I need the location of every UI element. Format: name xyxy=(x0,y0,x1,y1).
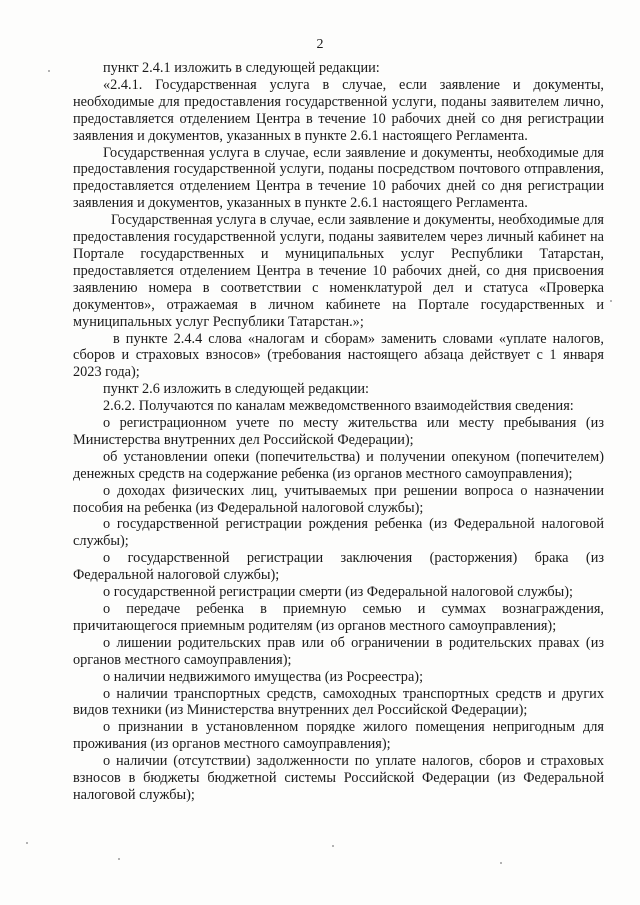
paragraph: 2.6.2. Получаются по каналам межведомственного взаимодействия сведения: xyxy=(103,398,574,415)
scan-speck xyxy=(500,862,502,864)
paragraph: об установлении опеки (попечительства) и получении опекуном (попечителем) денежных средств на содержание ребенка (из органов местного самоуправления); xyxy=(73,448,604,482)
paragraph: о признании в установленном порядке жилого помещения непригодным для проживания (из органов местного самоуправления); xyxy=(73,719,604,753)
paragraph: о лишении родительских прав или об ограничении в родительских правах (из органов местного самоуправления); xyxy=(73,634,604,668)
paragraph: о государственной регистрации смерти (из Федеральной налоговой службы); xyxy=(103,584,573,601)
paragraph: пункт 2.4.1 изложить в следующей редакции: xyxy=(103,60,380,76)
page-number: 2 xyxy=(316,37,324,52)
paragraph: о наличии недвижимого имущества (из Росреестра); xyxy=(103,668,424,685)
document-body xyxy=(73,60,604,804)
paragraph: Государственная услуга в случае, если заявление и документы, необходимые для предоставления государственной услуги, поданы заявителем через личный кабинет на Портале государственных и муниципальных услуг Республики Татарстан, предоставляется отделением Центра в течение 10 рабочих дней, со дня присвоения заявлению номера в соответствии с номенклатурой дел и статуса «Проверка документов», отражаемая в личном кабинете на Портале государственных и муниципальных услуг Республики Татарстан.»; xyxy=(73,212,604,330)
scan-speck xyxy=(26,842,28,844)
paragraph: о регистрационном учете по месту жительства или месту пребывания (из Министерства внутренних дел Российской Федерации); xyxy=(73,415,604,448)
paragraph: в пункте 2.4.4 слова «налогам и сборам» заменить словами «уплате налогов, сборов и страховых взносов» (требования настоящего абзаца действует с 1 января 2023 года); xyxy=(73,330,604,381)
paragraph: о наличии (отсутствии) задолженности по уплате налогов, сборов и страховых взносов в бюджеты бюджетной системы Российской Федерации (из Федеральной налоговой службы); xyxy=(73,753,604,803)
paragraph: о государственной регистрации рождения ребенка (из Федеральной налоговой службы); xyxy=(73,516,604,550)
paragraph: «2.4.1. Государственная услуга в случае, если заявление и документы, необходимые для предоставления государственной услуги, поданы заявителем лично, предоставляется отделением Центра в течение 10 рабочих дней со дня регистрации заявления и документов, указанных в пункте 2.6.1 настоящего Регламента. xyxy=(73,76,604,144)
scan-speck xyxy=(332,845,334,847)
scan-speck xyxy=(48,70,50,72)
scan-speck xyxy=(610,300,612,302)
paragraph: Государственная услуга в случае, если заявление и документы, необходимые для предоставления государственной услуги, поданы посредством почтового отправления, предоставляется отделением Центра в течение 10 рабочих дней со дня регистрации заявления и документов, указанных в пункте 2.6.1 настоящего Регламента. xyxy=(73,144,604,212)
paragraph: о государственной регистрации заключения (расторжения) брака (из Федеральной налоговой службы); xyxy=(73,550,604,584)
paragraph: о наличии транспортных средств, самоходных транспортных средств и других видов техники (из Министерства внутренних дел Российской Федерации); xyxy=(73,685,604,719)
paragraph: о доходах физических лиц, учитываемых при решении вопроса о назначении пособия на ребенка (из Федеральной налоговой службы); xyxy=(73,482,604,516)
paragraph: о передаче ребенка в приемную семью и суммах вознаграждения, причитающегося приемным родителям (из органов местного самоуправления); xyxy=(73,601,604,634)
scan-speck xyxy=(118,858,120,860)
paragraph: пункт 2.6 изложить в следующей редакции: xyxy=(103,381,370,398)
